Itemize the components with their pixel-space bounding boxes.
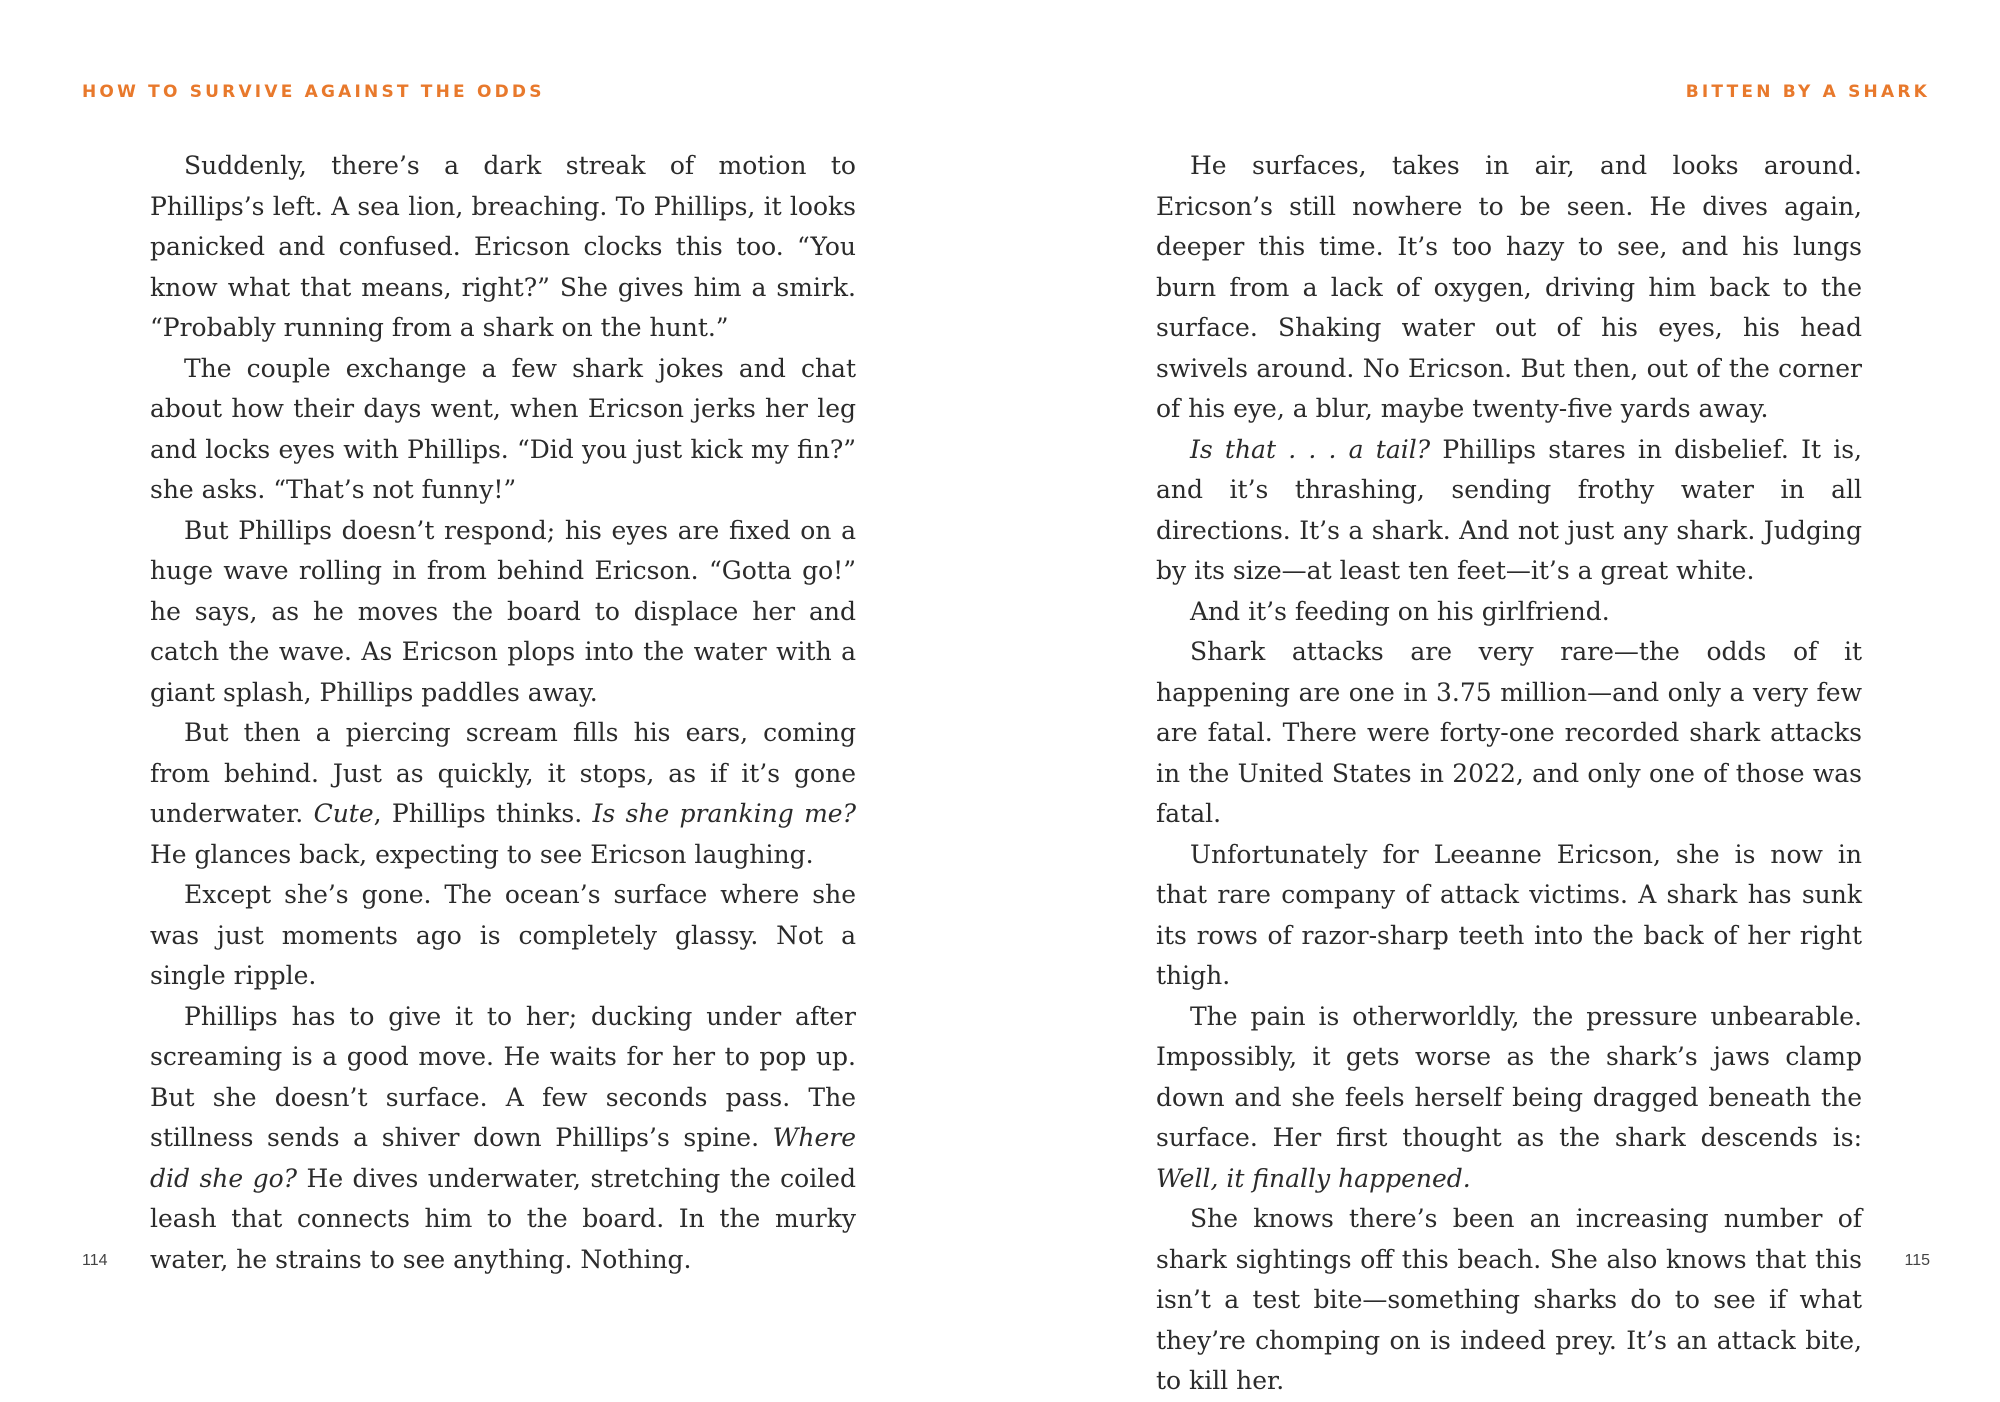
- text-run: Unfortunately for Leeanne Ericson, she is now in that rare company of attack victims. A shark has sunk its rows of razor-sharp teeth into the back of her right thigh.: [1156, 839, 1862, 990]
- running-head-book-title: HOW TO SURVIVE AGAINST THE ODDS: [82, 82, 545, 102]
- text-run: The couple exchange a few shark jokes and chat about how their days went, when Ericson jerks her leg and locks eyes with Phillips. “Did you just kick my fin?” she asks. “That’s not funny!”: [150, 353, 856, 504]
- paragraph: [150, 349, 856, 511]
- paragraph: [1156, 997, 1862, 1200]
- right-page: [1000, 0, 2000, 1400]
- text-run: He surfaces, takes in air, and looks around. Ericson’s still nowhere to be seen. He dives again, deeper this time. It’s too hazy to see, and his lungs burn from a lack of oxygen, driving him back to the surface. Shaking water out of his eyes, his head swivels around. No Ericson. But then, out of the corner of his eye, a blur, maybe twenty-five yards away.: [1156, 151, 1862, 423]
- body-text: [150, 146, 856, 1280]
- italic-text: Is that . . . a tail?: [1190, 434, 1431, 464]
- text-run: But Phillips doesn’t respond; his eyes are fixed on a huge wave rolling in from behind Ericson. “Gotta go!” he says, as he moves the board to displace her and catch the wave. As Ericson plops into the water with a giant splash, Phillips paddles away.: [150, 515, 856, 707]
- text-run: Phillips has to give it to her; ducking under after screaming is a good move. He waits for her to pop up. But she doesn’t surface. A few seconds pass. The stillness sends a shiver down Phillips’s spine.: [150, 1001, 856, 1152]
- text-run: Shark attacks are very rare—the odds of it happening are one in 3.75 million—and only a very few are fatal. There were forty-one recorded shark attacks in the United States in 2022, and only one of those was fatal.: [1156, 637, 1862, 828]
- italic-text: Where did she go?: [150, 1123, 856, 1193]
- italic-text: Cute: [313, 799, 374, 828]
- text-run: Except she’s gone. The ocean’s surface where she was just moments ago is completely glassy. Not a single ripple.: [150, 880, 856, 990]
- paragraph: [1156, 835, 1862, 997]
- text-run: The pain is otherworldly, the pressure unbearable. Impossibly, it gets worse as the shark’s jaws clamp down and she feels herself being dragged beneath the surface. Her first thought as the shark descends is:: [1156, 1001, 1862, 1152]
- text-run: She knows there’s been an increasing number of shark sightings off this beach. She also knows that this isn’t a test bite—something sharks do to see if what they’re chomping on is indeed prey. It’s an attack bite, to kill her.: [1156, 1204, 1862, 1395]
- paragraph: [1156, 1199, 1862, 1402]
- text-run: , Phillips thinks.: [373, 799, 593, 828]
- italic-text: Well, it finally happened.: [1156, 1163, 1471, 1193]
- body-text: [1156, 146, 1862, 1402]
- paragraph: [1156, 592, 1862, 633]
- text-run: Phillips stares in disbelief. It is, and it’s thrashing, sending frothy water in all directions. It’s a shark. And not just any shark. Judging by its size—at least ten feet—it’s a great white.: [1156, 434, 1862, 585]
- running-head-chapter-title: BITTEN BY A SHARK: [1685, 82, 1930, 102]
- italic-text: Is she pranking me?: [592, 799, 856, 828]
- text-run: Suddenly, there’s a dark streak of motion to Phillips’s left. A sea lion, breaching. To Phillips, it looks panicked and confused. Ericson clocks this too. “You know what that means, right?” She gives him a smirk. “Probably running from a shark on the hunt.”: [150, 151, 856, 342]
- paragraph: [150, 875, 856, 997]
- text-run: And it’s feeding on his girlfriend.: [1190, 596, 1610, 626]
- left-page: [0, 0, 1000, 1400]
- text-run: He dives underwater, stretching the coiled leash that connects him to the board. In the murky water, he strains to see anything. Nothing.: [150, 1163, 856, 1274]
- paragraph: [1156, 430, 1862, 592]
- paragraph: [150, 997, 856, 1281]
- paragraph: [150, 146, 856, 349]
- paragraph: [150, 713, 856, 875]
- text-run: He glances back, expecting to see Ericson laughing.: [150, 839, 814, 869]
- page-number: 115: [1904, 1252, 1930, 1269]
- page-number: 114: [82, 1252, 108, 1269]
- paragraph: [150, 511, 856, 714]
- paragraph: [1156, 146, 1862, 430]
- text-run: But then a piercing scream fills his ears, coming from behind. Just as quickly, it stops, as if it’s gone underwater.: [150, 718, 856, 828]
- paragraph: [1156, 632, 1862, 835]
